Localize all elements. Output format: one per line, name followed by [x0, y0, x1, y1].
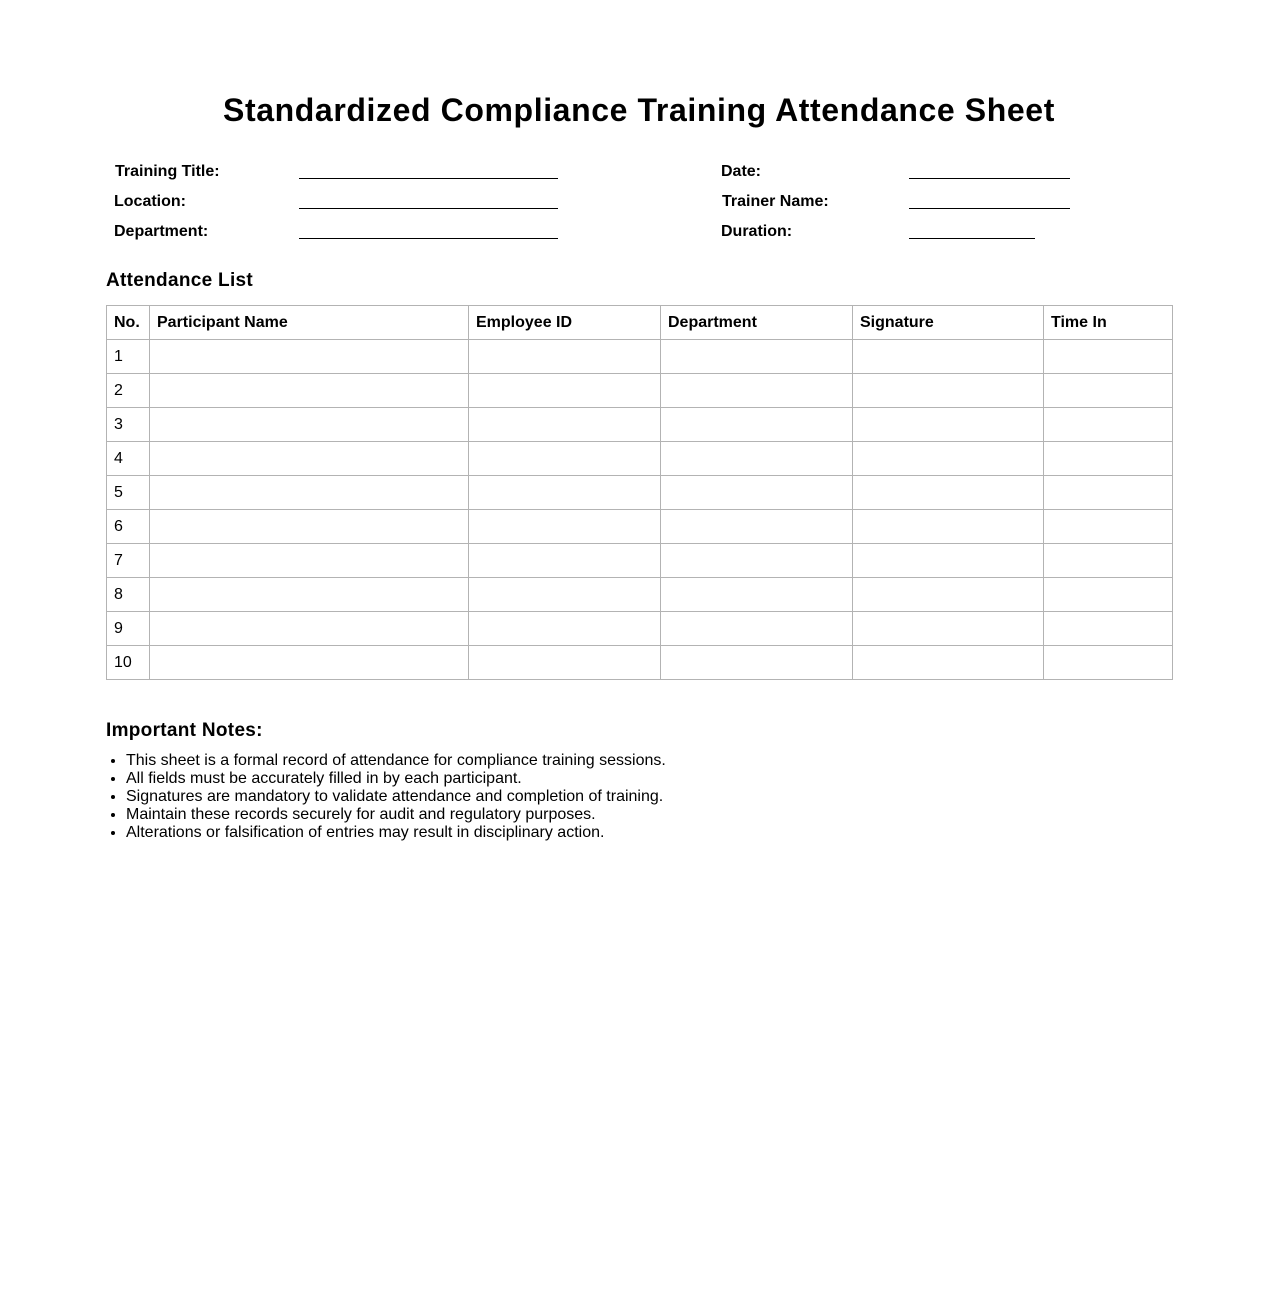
- signature-cell[interactable]: [853, 544, 1044, 578]
- department-cell[interactable]: [661, 408, 853, 442]
- employee-id-cell[interactable]: [469, 612, 661, 646]
- notes-list: [106, 752, 666, 842]
- employee-id-cell[interactable]: [469, 408, 661, 442]
- participant-name-cell[interactable]: [150, 476, 469, 510]
- employee-id-cell[interactable]: [469, 374, 661, 408]
- time-in-cell[interactable]: [1044, 374, 1173, 408]
- location-field[interactable]: [299, 208, 558, 209]
- row-number: 6: [107, 510, 150, 544]
- table-row: [107, 510, 1173, 544]
- duration-field[interactable]: [909, 238, 1035, 239]
- column-header-no: No.: [107, 306, 150, 340]
- employee-id-cell[interactable]: [469, 442, 661, 476]
- department-cell[interactable]: [661, 340, 853, 374]
- signature-cell[interactable]: [853, 374, 1044, 408]
- department-cell[interactable]: [661, 544, 853, 578]
- time-in-cell[interactable]: [1044, 442, 1173, 476]
- note-item: • Signatures are mandatory to validate attendance and completion of training.: [126, 788, 666, 806]
- important-notes-heading: Important Notes:: [106, 720, 263, 741]
- table-row: [107, 374, 1173, 408]
- department-cell[interactable]: [661, 442, 853, 476]
- table-row: [107, 476, 1173, 510]
- table-row: [107, 340, 1173, 374]
- signature-cell[interactable]: [853, 340, 1044, 374]
- row-number: 8: [107, 578, 150, 612]
- signature-cell[interactable]: [853, 476, 1044, 510]
- employee-id-cell[interactable]: [469, 578, 661, 612]
- column-header-employee-id: Employee ID: [469, 306, 661, 340]
- signature-cell[interactable]: [853, 442, 1044, 476]
- training-title-label: Training Title:: [115, 163, 220, 180]
- signature-cell[interactable]: [853, 612, 1044, 646]
- table-row: [107, 646, 1173, 680]
- participant-name-cell[interactable]: [150, 442, 469, 476]
- trainer-name-field[interactable]: [909, 208, 1070, 209]
- participant-name-cell[interactable]: [150, 612, 469, 646]
- row-number: 9: [107, 612, 150, 646]
- date-label: Date:: [721, 163, 762, 180]
- department-cell[interactable]: [661, 374, 853, 408]
- page-title: Standardized Compliance Training Attendance Sheet: [223, 92, 1055, 128]
- participant-name-cell[interactable]: [150, 578, 469, 612]
- note-item: • All fields must be accurately filled in by each participant.: [126, 770, 666, 788]
- table-row: [107, 544, 1173, 578]
- column-header-signature: Signature: [853, 306, 1044, 340]
- department-cell[interactable]: [661, 476, 853, 510]
- table-row: [107, 408, 1173, 442]
- participant-name-cell[interactable]: [150, 646, 469, 680]
- row-number: 1: [107, 340, 150, 374]
- signature-cell[interactable]: [853, 408, 1044, 442]
- department-cell[interactable]: [661, 612, 853, 646]
- time-in-cell[interactable]: [1044, 476, 1173, 510]
- employee-id-cell[interactable]: [469, 340, 661, 374]
- time-in-cell[interactable]: [1044, 510, 1173, 544]
- participant-name-cell[interactable]: [150, 408, 469, 442]
- time-in-cell[interactable]: [1044, 578, 1173, 612]
- note-item: • Maintain these records securely for audit and regulatory purposes.: [126, 806, 666, 824]
- time-in-cell[interactable]: [1044, 612, 1173, 646]
- department-cell[interactable]: [661, 510, 853, 544]
- participant-name-cell[interactable]: [150, 510, 469, 544]
- trainer-name-label: Trainer Name:: [722, 193, 829, 210]
- participant-name-cell[interactable]: [150, 544, 469, 578]
- attendance-list-heading: Attendance List: [106, 270, 254, 291]
- signature-cell[interactable]: [853, 646, 1044, 680]
- note-item: • This sheet is a formal record of attendance for compliance training sessions.: [126, 752, 666, 770]
- date-field[interactable]: [909, 178, 1070, 179]
- employee-id-cell[interactable]: [469, 476, 661, 510]
- column-header-participant-name: Participant Name: [150, 306, 469, 340]
- row-number: 5: [107, 476, 150, 510]
- row-number: 4: [107, 442, 150, 476]
- department-cell[interactable]: [661, 578, 853, 612]
- column-header-time-in: Time In: [1044, 306, 1173, 340]
- department-label: Department:: [114, 223, 209, 240]
- participant-name-cell[interactable]: [150, 374, 469, 408]
- row-number: 3: [107, 408, 150, 442]
- row-number: 2: [107, 374, 150, 408]
- employee-id-cell[interactable]: [469, 544, 661, 578]
- table-row: [107, 612, 1173, 646]
- department-field[interactable]: [299, 238, 558, 239]
- training-title-field[interactable]: [299, 178, 558, 179]
- employee-id-cell[interactable]: [469, 510, 661, 544]
- attendance-table: [106, 305, 1173, 680]
- row-number: 10: [107, 646, 150, 680]
- time-in-cell[interactable]: [1044, 646, 1173, 680]
- table-row: [107, 442, 1173, 476]
- table-row: [107, 578, 1173, 612]
- employee-id-cell[interactable]: [469, 646, 661, 680]
- time-in-cell[interactable]: [1044, 408, 1173, 442]
- time-in-cell[interactable]: [1044, 544, 1173, 578]
- signature-cell[interactable]: [853, 578, 1044, 612]
- table-header-row: [107, 306, 1173, 340]
- department-cell[interactable]: [661, 646, 853, 680]
- row-number: 7: [107, 544, 150, 578]
- column-header-department: Department: [661, 306, 853, 340]
- time-in-cell[interactable]: [1044, 340, 1173, 374]
- participant-name-cell[interactable]: [150, 340, 469, 374]
- note-item: • Alterations or falsification of entries may result in disciplinary action.: [126, 824, 666, 842]
- location-label: Location:: [114, 193, 186, 210]
- duration-label: Duration:: [721, 223, 793, 240]
- signature-cell[interactable]: [853, 510, 1044, 544]
